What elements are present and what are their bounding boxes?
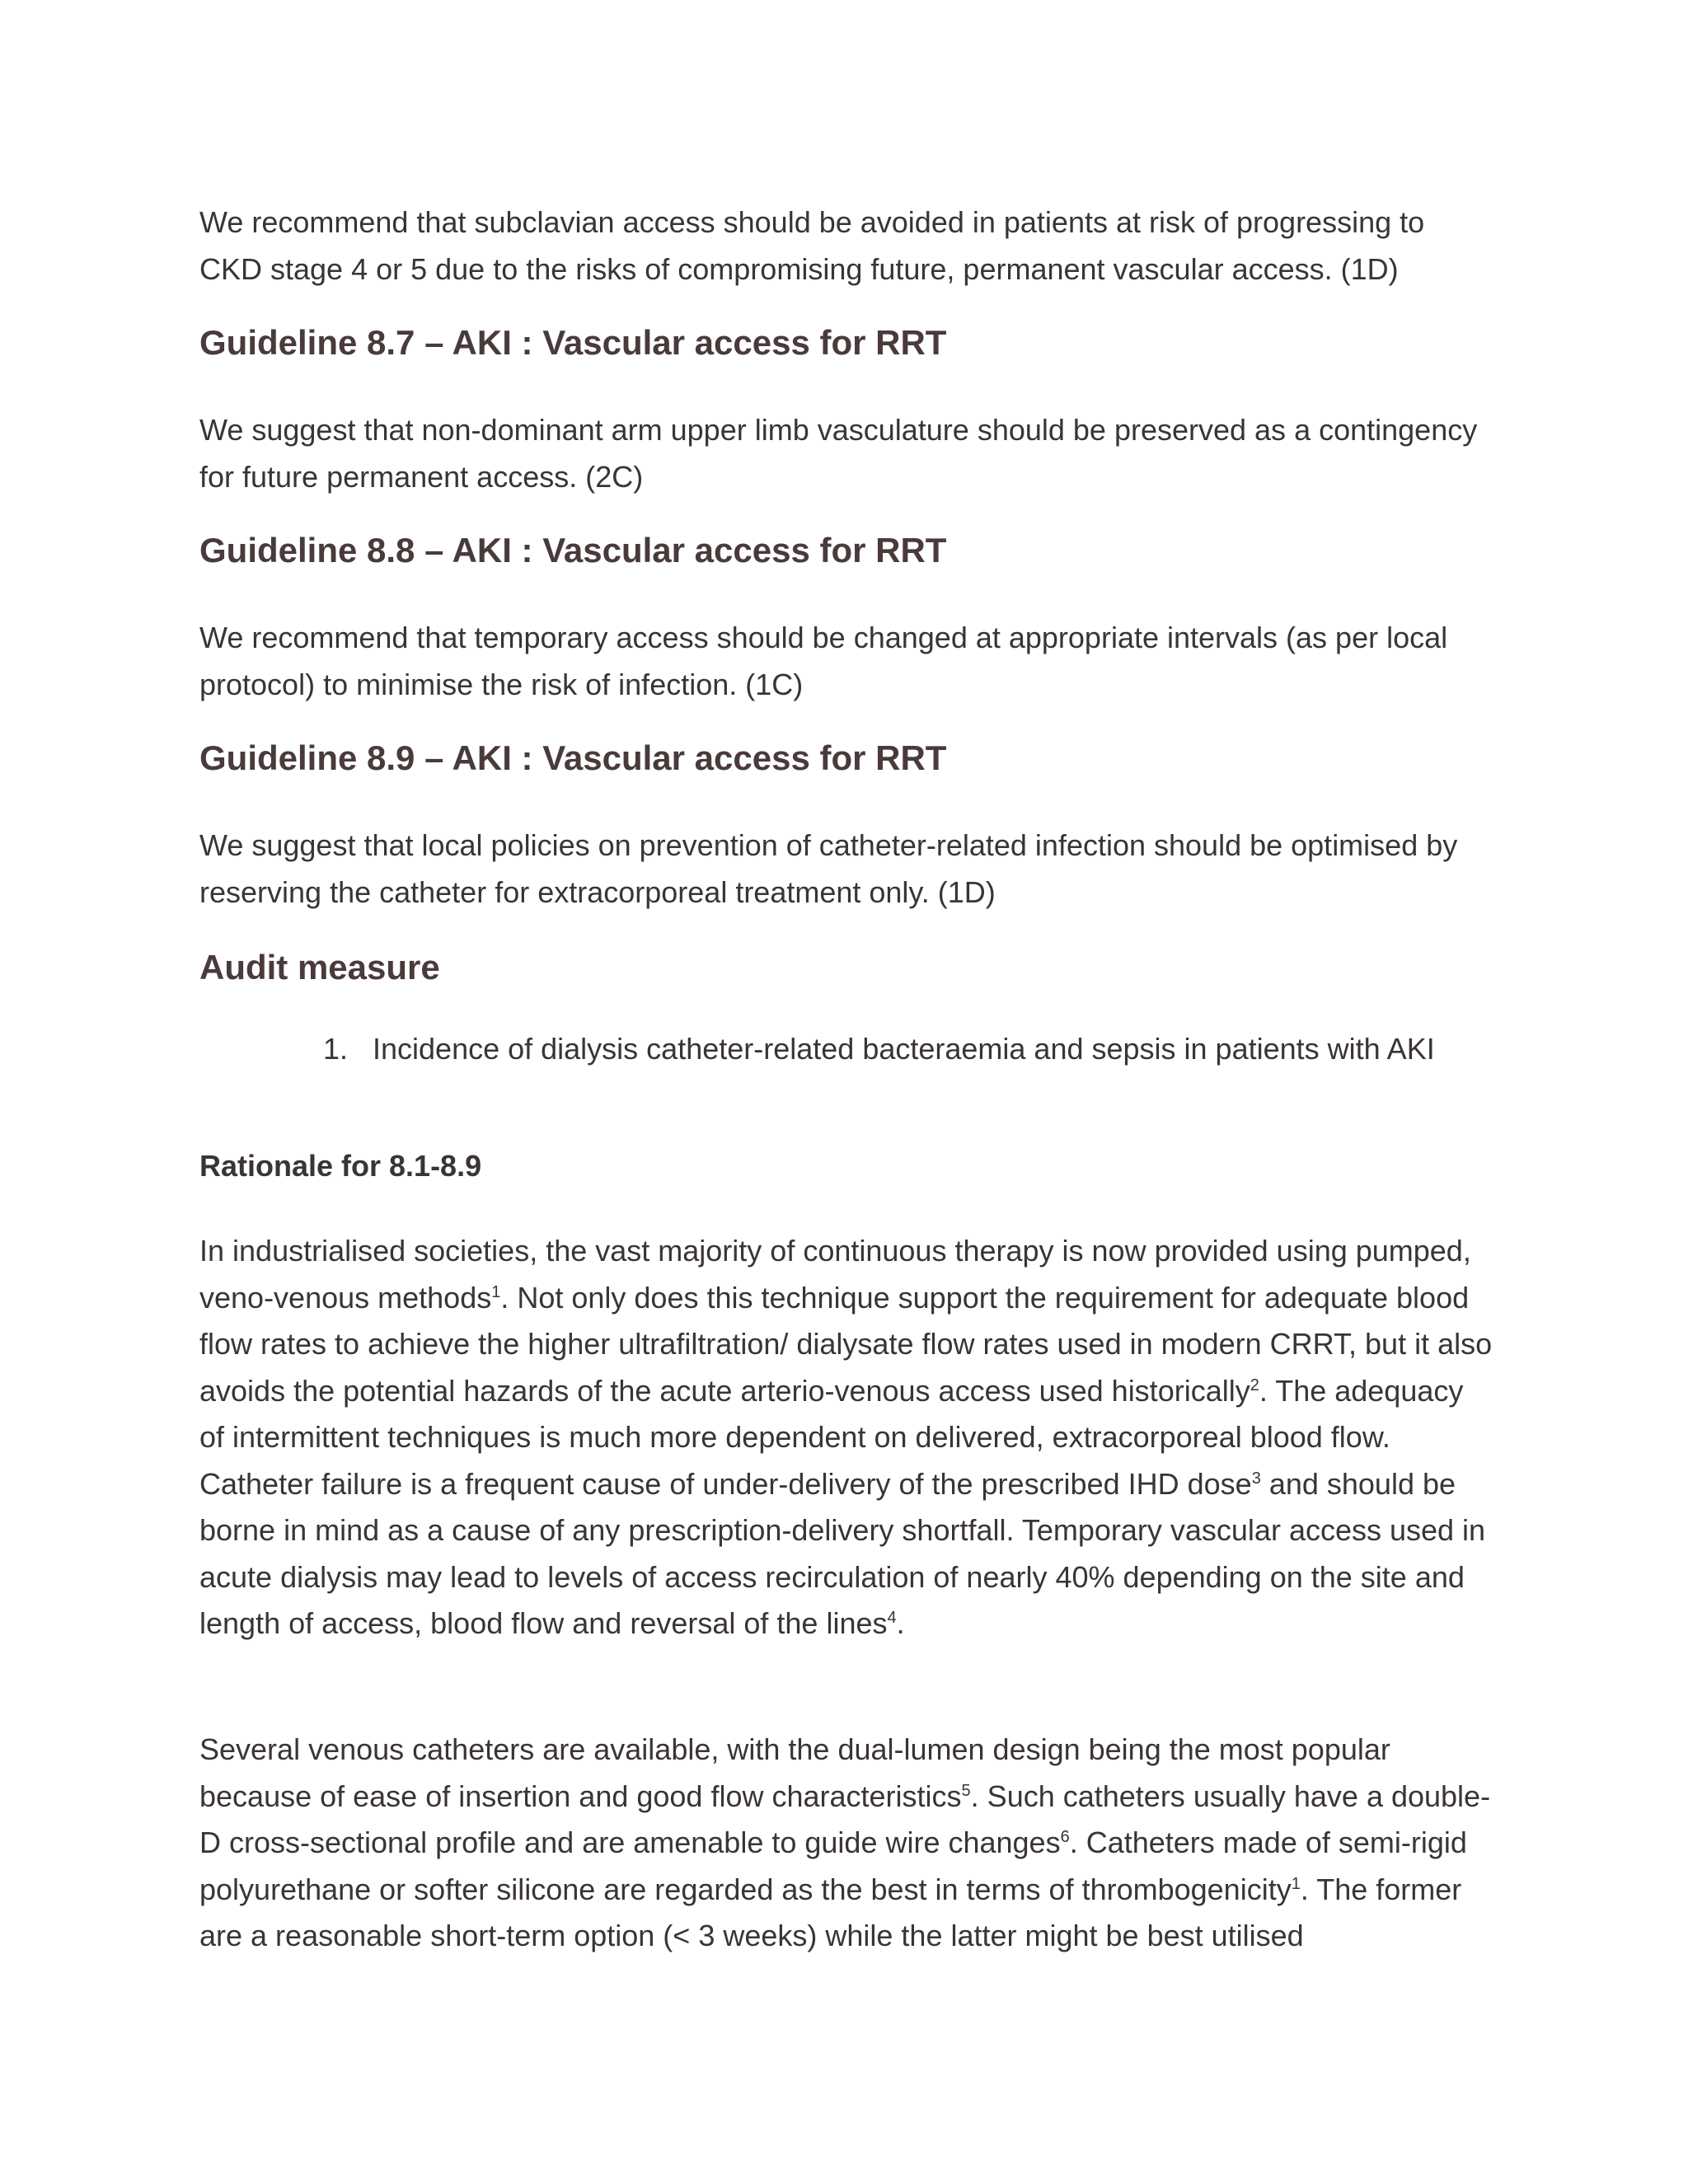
reference-superscript: 6 [1060, 1828, 1070, 1846]
heading-guideline-8-7: Guideline 8.7 – AKI : Vascular access for RRT [199, 323, 947, 362]
rationale-2-text-1: Several venous catheters are available, with the dual-lumen design being the most popular because of ease of insertion and good flow characteristics [199, 1732, 1390, 1813]
reference-superscript: 1 [1291, 1874, 1301, 1893]
rationale-2-text-4: . The former are a reasonable short-term option (< 3 weeks) while the latter might be best utilised [199, 1872, 1462, 1952]
heading-guideline-8-9: Guideline 8.9 – AKI : Vascular access for RRT [199, 738, 947, 777]
recommendation-non-dominant-arm: We suggest that non-dominant arm upper limb vasculature should be preserved as a contingency for future permanent access. (2C) [199, 413, 1478, 494]
list-item [323, 1030, 1493, 1068]
heading-audit-measure: Audit measure [199, 948, 440, 987]
reference-superscript: 2 [1250, 1376, 1259, 1394]
rationale-1-text-1: In industrialised societies, the vast majority of continuous therapy is now provided using pumped, veno-venous methods [199, 1234, 1471, 1315]
rationale-1-text-4: and should be borne in mind as a cause of any prescription-delivery shortfall. Temporary vascular access used in acute dialysis may lead to levels of access recirculation of nearly 40% depending on the site and length of access, blood flow and reversal of the lines [199, 1466, 1486, 1640]
rationale-paragraph-1 [199, 1228, 1493, 1647]
rationale-1-text-5: . [896, 1606, 905, 1640]
reference-superscript: 5 [961, 1781, 971, 1800]
reference-superscript: 3 [1251, 1469, 1261, 1488]
rationale-paragraph-2 [199, 1727, 1493, 1960]
reference-superscript: 1 [491, 1282, 501, 1301]
rationale-2-text-3: . Catheters made of semi-rigid polyurethane or softer silicone are regarded as the best in terms of thrombogenicity [199, 1825, 1467, 1906]
document-page [199, 0, 1493, 2184]
audit-list [323, 1030, 1493, 1068]
rationale-1-text-3: . The adequacy of intermittent techniques is much more dependent on delivered, extracorporeal blood flow. Catheter failure is a frequent cause of under-delivery of the prescribed IHD dose [199, 1373, 1464, 1501]
recommendation-temporary-access: We recommend that temporary access should be changed at appropriate intervals (as per local protocol) to minimise the risk of infection. (1C) [199, 621, 1448, 701]
recommendation-subclavian: We recommend that subclavian access should be avoided in patients at risk of progressing to CKD stage 4 or 5 due to the risks of compromising future, permanent vascular access. (1D) [199, 205, 1425, 286]
heading-guideline-8-8: Guideline 8.8 – AKI : Vascular access for RRT [199, 531, 947, 569]
rationale-1-text-2: . Not only does this technique support the requirement for adequate blood flow rates to achieve the higher ultrafiltration/ dialysate flow rates used in modern CRRT, but it also avoids the potential hazards of the acute arterio-venous access used historically [199, 1280, 1493, 1408]
list-item-number: 1. [323, 1032, 349, 1066]
rationale-2-text-2: . Such catheters usually have a double-D cross-sectional profile and are amenable to guide wire changes [199, 1779, 1491, 1859]
list-item-text: Incidence of dialysis catheter-related bacteraemia and sepsis in patients with AKI [373, 1032, 1435, 1066]
reference-superscript: 4 [887, 1609, 897, 1627]
recommendation-catheter-infection: We suggest that local policies on prevention of catheter-related infection should be optimised by reserving the catheter for extracorporeal treatment only. (1D) [199, 828, 1458, 909]
heading-rationale: Rationale for 8.1-8.9 [199, 1149, 482, 1183]
